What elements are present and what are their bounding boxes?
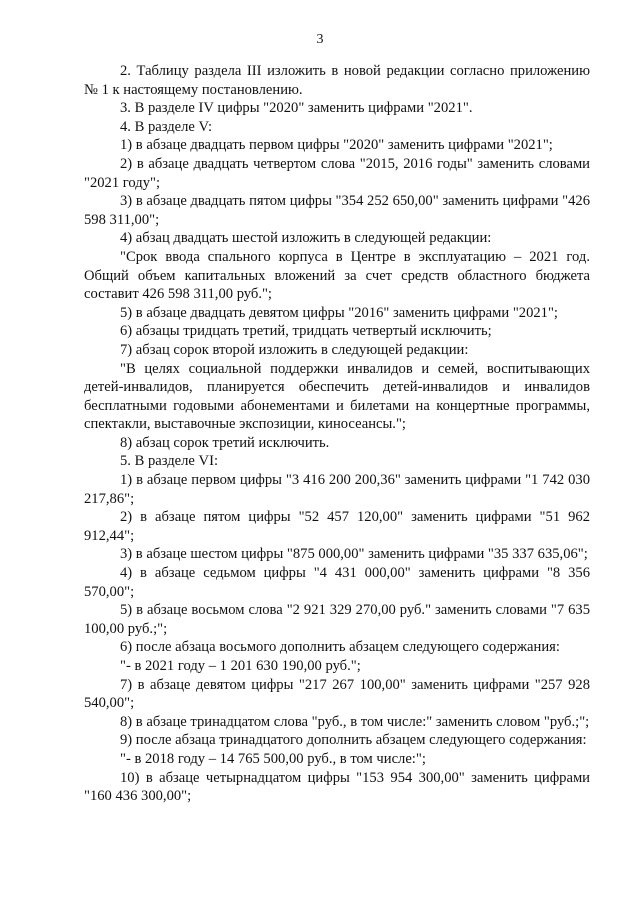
- paragraph: 10) в абзаце четырнадцатом цифры "153 954 300,00" заменить цифрами "160 436 300,00";: [84, 769, 590, 805]
- paragraph: 4) абзац двадцать шестой изложить в следующей редакции:: [120, 230, 492, 247]
- document-body: [84, 62, 590, 806]
- paragraph: 6) абзацы тридцать третий, тридцать четвертый исключить;: [120, 323, 492, 340]
- paragraph: 5. В разделе VI:: [120, 453, 219, 470]
- paragraph: 7) в абзаце девятом цифры "217 267 100,00" заменить цифрами "257 928 540,00";: [84, 676, 590, 712]
- paragraph: 5) в абзаце восьмом слова "2 921 329 270,00 руб." заменить словами "7 635 100,00 руб.;";: [84, 602, 590, 637]
- paragraph: 5) в абзаце двадцать девятом цифры "2016" заменить цифрами "2021";: [120, 304, 558, 321]
- paragraph: 2) в абзаце двадцать четвертом слова "2015, 2016 годы" заменить словами "2021 году";: [84, 155, 590, 191]
- paragraph: 1) в абзаце двадцать первом цифры "2020" заменить цифрами "2021";: [120, 137, 553, 154]
- paragraph: "- в 2021 году – 1 201 630 190,00 руб.";: [120, 658, 361, 674]
- paragraph: 6) после абзаца восьмого дополнить абзацем следующего содержания:: [120, 639, 560, 656]
- paragraph: 2) в абзаце пятом цифры "52 457 120,00" заменить цифрами "51 962 912,44";: [84, 509, 590, 544]
- paragraph: 3) в абзаце шестом цифры "875 000,00" заменить цифрами "35 337 635,06";: [120, 546, 588, 563]
- paragraph: 9) после абзаца тринадцатого дополнить абзацем следующего содержания:: [120, 732, 587, 749]
- paragraph: "Срок ввода спального корпуса в Центре в эксплуатацию – 2021 год. Общий объем капитальных вложений за счет средств областного бюджета составит 426 598 311,00 руб.";: [84, 248, 590, 303]
- paragraph: 3) в абзаце двадцать пятом цифры "354 252 650,00" заменить цифрами "426 598 311,00";: [84, 193, 590, 228]
- paragraph: "- в 2018 году – 14 765 500,00 руб., в том числе:";: [120, 750, 426, 767]
- paragraph: 4. В разделе V:: [120, 118, 213, 135]
- paragraph: 1) в абзаце первом цифры "3 416 200 200,36" заменить цифрами "1 742 030 217,86";: [84, 472, 590, 507]
- paragraph: 4) в абзаце седьмом цифры "4 431 000,00" заменить цифрами "8 356 570,00";: [84, 565, 590, 600]
- paragraph: 8) абзац сорок третий исключить.: [120, 434, 330, 451]
- paragraph: 8) в абзаце тринадцатом слова "руб., в том числе:" заменить словом "руб.;";: [120, 713, 590, 730]
- paragraph: "В целях социальной поддержки инвалидов и семей, воспитывающих детей-инвалидов, планируется обеспечить детей-инвалидов и инвалидов бесплатными годовыми абонементами и билетами на концертные программы, спектакли, выставочные экспозиции, киносеансы.";: [84, 360, 590, 433]
- page-number: 3: [316, 32, 324, 47]
- paragraph: 2. Таблицу раздела III изложить в новой редакции согласно приложению № 1 к настоящему постановлению.: [84, 63, 590, 98]
- paragraph: 7) абзац сорок второй изложить в следующей редакции:: [120, 341, 469, 358]
- paragraph: 3. В разделе IV цифры "2020" заменить цифрами "2021".: [120, 100, 473, 117]
